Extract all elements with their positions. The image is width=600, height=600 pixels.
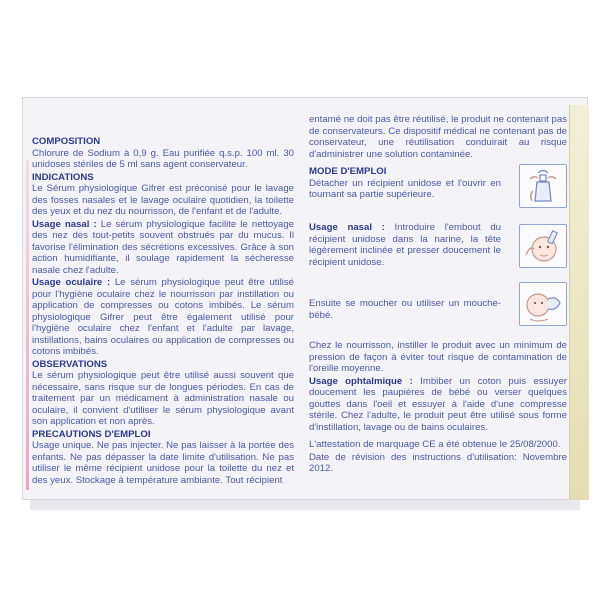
ce-mark-statement: L'attestation de marquage CE a été obtenue le 25/08/2000. — [309, 439, 561, 450]
right-column — [309, 114, 567, 476]
ocular-usage-label: Usage oculaire : — [32, 277, 111, 288]
left-column — [32, 136, 294, 487]
composition-text: Chlorure de Sodium à 0,9 g. Eau purifiée q.s.p. 100 ml. 30 unidoses stériles de 5 ml sans agent conservateur. — [32, 147, 294, 170]
nasal-usage-text: Le sérum physiologique facilite le nettoyage des nez des tout-petits souvent obstrués par du mucus. Il favorise l'élimination des sécrétions excessives. Grâce à son action humidifiante, il soulage rapidement la sécheresse nasale chez l'adulte. — [32, 218, 295, 276]
ophthalmic-paragraph — [309, 376, 567, 434]
pink-side-edge — [26, 160, 29, 490]
mode-emploi-section — [309, 166, 567, 332]
step-nasal-instillation — [309, 222, 567, 284]
observations-heading: OBSERVATIONS — [32, 358, 108, 370]
unidose-twist-icon — [519, 164, 567, 208]
ocular-usage-paragraph — [32, 277, 294, 358]
package-bottom-edge — [30, 500, 580, 510]
infant-instructions: Chez le nourrisson, instiller le produit avec un minimum de pression de façon à éviter tout risque de contamination de l'oreille moyenne. — [309, 340, 567, 374]
package-side-flap — [569, 105, 589, 500]
precautions-continuation: entamé ne doit pas être réutilisé, le produit ne contenant pas de conservateurs. Ce dispositif médical ne contenant pas de conservateur, une réutilisation conduirait au risque d'administrer une solution contaminée. — [309, 114, 567, 160]
indications-heading: INDICATIONS — [32, 171, 94, 183]
step2-label: Usage nasal : — [309, 222, 385, 233]
ophthalmic-text: Imbiber un coton puis essuyer doucement les paupières de bébé ou verser quelques gouttes dans l'oeil et essuyer à l'aide d'une compresse stérile. Chez l'adulte, le produit peut être utilisé sous forme d'instillation, lavage ou de bains oculaires. — [309, 375, 567, 433]
precautions-heading: PRECAUTIONS D'EMPLOI — [32, 428, 151, 440]
step1-text: Détacher un récipient unidose et l'ouvrir en tournant sa partie supérieure. — [309, 177, 501, 200]
nasal-usage-paragraph — [32, 219, 294, 277]
ophthalmic-label: Usage ophtalmique : — [309, 375, 413, 387]
precautions-text: Usage unique. Ne pas injecter. Ne pas laisser à la portée des enfants. Ne pas dépasser la date limite d'utilisation. Ne pas utiliser le même récipient unidose pour la toilette du nez et des yeux. Stockage à température ambiante. Tout récipient — [32, 440, 294, 486]
nasal-instillation-icon — [519, 224, 567, 268]
ocular-usage-text: Le sérum physiologique peut être utilisé pour l'hygiène oculaire chez le nourrisson par instillation ou application de compresses ou cotons imbibés. Le sérum physiologique Gifrer peut être également utilisé pour l'hygiène oculaire chez l'enfant et l'adulte par lavage, instillations, bains oculaires ou application de compresses ou cotons imbibés. — [32, 277, 294, 357]
mode-emploi-heading: MODE D'EMPLOI — [309, 166, 387, 177]
step-open-unidose — [309, 166, 567, 222]
baby-nose-blowing-icon — [519, 282, 567, 326]
indications-text: Le Sérum physiologique Gifrer est préconisé pour le lavage des fosses nasales et le lavage oculaire quotidien, la toilette des yeux et du nez du nourrisson, de l'enfant et de l'adulte. — [32, 183, 294, 217]
observations-text: Le sérum physiologique peut être utilisé aussi souvent que nécessaire, sans risque sur de longues périodes. En cas de traitement par un médicament à administration nasale ou oculaire, il convient d'utiliser le sérum physiologique avant son application et non après. — [32, 370, 294, 427]
step3-text: Ensuite se moucher ou utiliser un mouche-bébé. — [309, 298, 501, 321]
step2-paragraph — [309, 222, 501, 268]
step2-text: Introduire l'embout du récipient unidose dans la narine, la tête légèrement inclinée et presser doucement le récipient unidose. — [309, 222, 501, 268]
composition-heading: COMPOSITION — [32, 136, 101, 147]
nasal-usage-label: Usage nasal : — [32, 218, 97, 230]
revision-date: Date de révision des instructions d'utilisation: Novembre 2012. — [309, 451, 567, 474]
step-nose-blowing — [309, 284, 567, 332]
